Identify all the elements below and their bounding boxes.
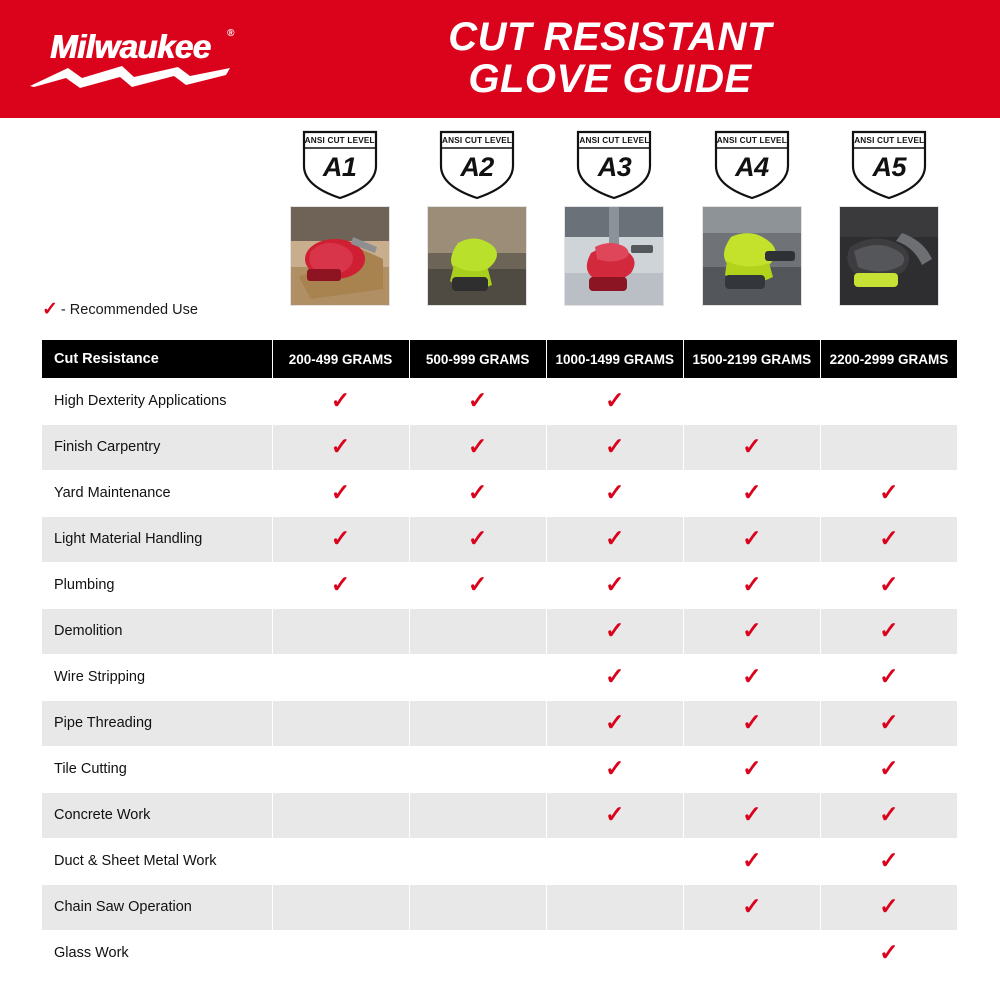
recommended-cell xyxy=(683,746,820,792)
check-icon: ✓ xyxy=(879,802,899,827)
ansi-badge-label-a4: ANSI CUT LEVEL xyxy=(716,136,787,145)
row-label: Demolition xyxy=(42,608,272,654)
table-row xyxy=(42,930,958,976)
check-icon: ✓ xyxy=(879,664,899,689)
recommended-cell xyxy=(546,562,683,608)
recommended-cell xyxy=(409,562,546,608)
not-recommended-cell xyxy=(272,792,409,838)
page-title-line2: GLOVE GUIDE xyxy=(468,57,752,101)
column-header-a5-grams: 2200-2999 GRAMS xyxy=(820,340,957,378)
not-recommended-cell xyxy=(409,746,546,792)
table-row xyxy=(42,470,958,516)
recommended-cell xyxy=(409,470,546,516)
registered-trademark-icon: ® xyxy=(227,28,235,39)
recommended-cell xyxy=(409,516,546,562)
check-icon: ✓ xyxy=(605,480,625,505)
check-icon: ✓ xyxy=(605,618,625,643)
ansi-badge-label-a3: ANSI CUT LEVEL xyxy=(579,136,650,145)
column-header-cut-resistance: Cut Resistance xyxy=(42,340,272,378)
not-recommended-cell xyxy=(546,930,683,976)
recommended-cell xyxy=(820,792,957,838)
check-icon: ✓ xyxy=(742,894,762,919)
recommended-cell xyxy=(546,516,683,562)
row-label: Wire Stripping xyxy=(42,654,272,700)
table-row xyxy=(42,838,958,884)
recommended-cell xyxy=(272,516,409,562)
recommended-cell xyxy=(546,424,683,470)
table-row xyxy=(42,746,958,792)
check-icon: ✓ xyxy=(742,618,762,643)
brand-wordmark: Milwaukee xyxy=(49,28,211,65)
row-label: Duct & Sheet Metal Work xyxy=(42,838,272,884)
table-row xyxy=(42,516,958,562)
table-row xyxy=(42,424,958,470)
not-recommended-cell xyxy=(409,792,546,838)
not-recommended-cell xyxy=(683,930,820,976)
level-column-a2 xyxy=(408,130,545,306)
not-recommended-cell xyxy=(272,746,409,792)
check-icon: ✓ xyxy=(879,848,899,873)
ansi-badge-code-a5: A5 xyxy=(872,152,906,182)
recommended-cell xyxy=(683,700,820,746)
table-row xyxy=(42,884,958,930)
level-column-a5 xyxy=(821,130,958,306)
row-label: Pipe Threading xyxy=(42,700,272,746)
recommended-cell xyxy=(546,470,683,516)
check-icon: ✓ xyxy=(468,434,488,459)
check-icon: ✓ xyxy=(879,480,899,505)
check-icon: ✓ xyxy=(742,480,762,505)
table-row xyxy=(42,378,958,424)
table-header xyxy=(42,340,958,378)
table-body xyxy=(42,378,958,976)
column-header-a1-grams: 200-499 GRAMS xyxy=(272,340,409,378)
recommended-cell xyxy=(546,700,683,746)
recommended-cell xyxy=(820,884,957,930)
recommended-cell xyxy=(820,608,957,654)
recommended-cell xyxy=(683,792,820,838)
row-label: Light Material Handling xyxy=(42,516,272,562)
row-label: Tile Cutting xyxy=(42,746,272,792)
ansi-badge-a3 xyxy=(572,130,656,200)
recommended-cell xyxy=(409,378,546,424)
check-icon: ✓ xyxy=(468,480,488,505)
recommended-cell xyxy=(409,424,546,470)
column-header-a4-grams: 1500-2199 GRAMS xyxy=(683,340,820,378)
check-icon: ✓ xyxy=(330,434,351,459)
check-icon: ✓ xyxy=(742,434,762,459)
table-row xyxy=(42,700,958,746)
page-title xyxy=(250,17,1000,100)
not-recommended-cell xyxy=(272,654,409,700)
recommended-cell xyxy=(683,516,820,562)
row-label: Concrete Work xyxy=(42,792,272,838)
recommended-cell xyxy=(683,424,820,470)
level-column-a3 xyxy=(546,130,683,306)
check-icon: ✓ xyxy=(605,710,625,735)
column-header-a3-grams: 1000-1499 GRAMS xyxy=(546,340,683,378)
ansi-badge-code-a1: A1 xyxy=(322,152,357,182)
check-icon: ✓ xyxy=(742,664,762,689)
table-header-row xyxy=(42,340,958,378)
glove-guide-table xyxy=(42,340,958,977)
check-icon: ✓ xyxy=(879,756,899,781)
not-recommended-cell xyxy=(683,378,820,424)
check-icon: ✓ xyxy=(879,940,899,965)
check-icon: ✓ xyxy=(605,756,625,781)
milwaukee-logo xyxy=(0,0,250,118)
not-recommended-cell xyxy=(409,884,546,930)
recommended-cell xyxy=(820,700,957,746)
recommended-cell xyxy=(683,838,820,884)
not-recommended-cell xyxy=(272,838,409,884)
not-recommended-cell xyxy=(272,608,409,654)
ansi-badge-code-a4: A4 xyxy=(735,152,769,182)
page-header xyxy=(0,0,1000,118)
recommended-cell xyxy=(272,378,409,424)
ansi-badge-code-a2: A2 xyxy=(460,152,494,182)
row-label: High Dexterity Applications xyxy=(42,378,272,424)
recommended-cell xyxy=(820,838,957,884)
ansi-badge-a5 xyxy=(847,130,931,200)
recommended-cell xyxy=(820,516,957,562)
table-row xyxy=(42,654,958,700)
ansi-badge-label-a5: ANSI CUT LEVEL xyxy=(854,136,925,145)
not-recommended-cell xyxy=(409,838,546,884)
recommended-cell xyxy=(272,470,409,516)
not-recommended-cell xyxy=(820,424,957,470)
recommended-cell xyxy=(683,470,820,516)
level-columns xyxy=(271,130,958,306)
check-icon: ✓ xyxy=(605,526,625,551)
check-icon: ✓ xyxy=(742,756,762,781)
ansi-badge-a1 xyxy=(298,130,382,200)
check-icon: ✓ xyxy=(742,572,762,597)
check-icon: ✓ xyxy=(330,572,351,597)
not-recommended-cell xyxy=(409,930,546,976)
not-recommended-cell xyxy=(272,700,409,746)
check-icon: ✓ xyxy=(605,572,625,597)
check-icon: ✓ xyxy=(879,572,899,597)
table-row xyxy=(42,608,958,654)
table-row xyxy=(42,792,958,838)
ansi-badge-code-a3: A3 xyxy=(597,152,632,182)
recommended-cell xyxy=(683,654,820,700)
check-icon: ✓ xyxy=(605,387,625,413)
column-header-a2-grams: 500-999 GRAMS xyxy=(409,340,546,378)
recommended-cell xyxy=(820,930,957,976)
not-recommended-cell xyxy=(546,884,683,930)
glove-photo-a1 xyxy=(290,206,390,306)
row-label: Yard Maintenance xyxy=(42,470,272,516)
recommended-cell xyxy=(683,608,820,654)
recommended-cell xyxy=(546,608,683,654)
check-icon: ✓ xyxy=(605,664,625,689)
recommended-cell xyxy=(546,378,683,424)
check-icon: ✓ xyxy=(879,710,899,735)
recommended-cell xyxy=(546,792,683,838)
row-label: Plumbing xyxy=(42,562,272,608)
level-column-a1 xyxy=(271,130,408,306)
not-recommended-cell xyxy=(272,884,409,930)
check-icon: ✓ xyxy=(330,480,351,505)
not-recommended-cell xyxy=(409,608,546,654)
recommended-cell xyxy=(272,562,409,608)
glove-photo-a3 xyxy=(564,206,664,306)
row-label: Chain Saw Operation xyxy=(42,884,272,930)
check-icon: ✓ xyxy=(468,526,488,551)
check-icon: ✓ xyxy=(742,802,762,827)
check-icon: ✓ xyxy=(742,526,762,551)
recommended-cell xyxy=(546,654,683,700)
glove-photo-a5 xyxy=(839,206,939,306)
row-label: Glass Work xyxy=(42,930,272,976)
not-recommended-cell xyxy=(409,700,546,746)
recommended-cell xyxy=(820,470,957,516)
check-icon: ✓ xyxy=(42,299,58,320)
not-recommended-cell xyxy=(409,654,546,700)
recommended-cell xyxy=(272,424,409,470)
not-recommended-cell xyxy=(820,378,957,424)
ansi-badge-a4 xyxy=(710,130,794,200)
lightning-bolt-icon xyxy=(30,66,230,88)
recommended-cell xyxy=(683,562,820,608)
check-icon: ✓ xyxy=(330,387,351,413)
glove-photo-a2 xyxy=(427,206,527,306)
check-icon: ✓ xyxy=(879,618,899,643)
table-row xyxy=(42,562,958,608)
check-icon: ✓ xyxy=(605,434,625,459)
page-title-line1: CUT RESISTANT xyxy=(448,15,772,60)
not-recommended-cell xyxy=(272,930,409,976)
levels-section xyxy=(0,118,1000,340)
check-icon: ✓ xyxy=(605,802,625,827)
ansi-badge-label-a2: ANSI CUT LEVEL xyxy=(442,136,513,145)
recommended-cell xyxy=(683,884,820,930)
row-label: Finish Carpentry xyxy=(42,424,272,470)
level-column-a4 xyxy=(683,130,820,306)
check-icon: ✓ xyxy=(742,710,762,735)
recommended-cell xyxy=(820,654,957,700)
recommended-cell xyxy=(820,562,957,608)
check-icon: ✓ xyxy=(330,526,351,551)
recommended-cell xyxy=(546,746,683,792)
check-icon: ✓ xyxy=(879,526,899,551)
legend xyxy=(42,298,198,321)
legend-text: - Recommended Use xyxy=(60,302,198,318)
check-icon: ✓ xyxy=(468,387,488,413)
check-icon: ✓ xyxy=(879,894,899,919)
check-icon: ✓ xyxy=(468,572,488,597)
check-icon: ✓ xyxy=(742,848,762,873)
ansi-badge-a2 xyxy=(435,130,519,200)
recommended-cell xyxy=(820,746,957,792)
glove-photo-a4 xyxy=(702,206,802,306)
not-recommended-cell xyxy=(546,838,683,884)
ansi-badge-label-a1: ANSI CUT LEVEL xyxy=(304,136,375,145)
